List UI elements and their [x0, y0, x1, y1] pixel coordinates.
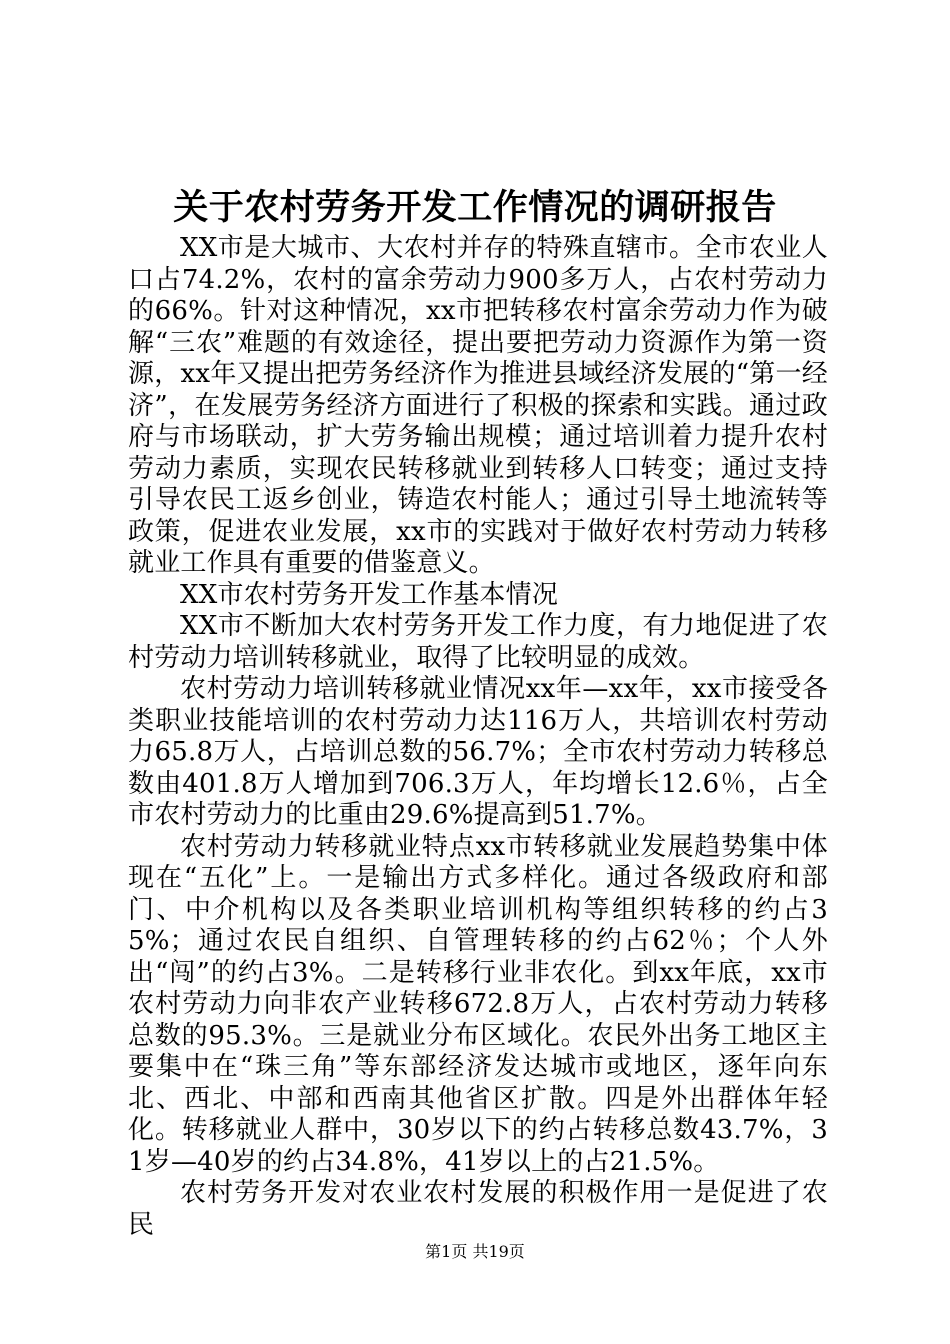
section-heading: XX市农村劳务开发工作基本情况 — [180, 579, 559, 610]
paragraph-training: 农村劳动力培训转移就业情况xx年—xx年，xx市接受各类职业技能培训的农村劳动力达116万人，共培训农村劳动力65.8万人，占培训总数的56.7%；全市农村劳动力转移总数由401.8万人增加到706.3万人，年均增长12.6％，占全市农村劳动力的比重由29.6%提高到51.7%。 — [128, 674, 828, 830]
page-indicator: 第1页 共19页 — [425, 1242, 525, 1261]
paragraph-overview: XX市不断加大农村劳务开发工作力度，有力地促进了农村劳动力培训转移就业，取得了比较明显的成效。 — [128, 611, 828, 673]
paragraph-effects: 农村劳务开发对农业农村发展的积极作用一是促进了农民 — [128, 1178, 828, 1240]
paragraph-characteristics: 农村劳动力转移就业特点xx市转移就业发展趋势集中体现在“五化”上。一是输出方式多样化。通过各级政府和部门、中介机构以及各类职业培训机构等组织转移的约占35%；通过农民自组织、自管理转移的约占62％；个人外出“闯”的约占3%。二是转移行业非农化。到xx年底，xx市农村劳动力向非农产业转移672.8万人，占农村劳动力转移总数的95.3%。三是就业分布区域化。农民外出务工地区主要集中在“珠三角”等东部经济发达城市或地区，逐年向东北、西北、中部和西南其他省区扩散。四是外出群体年轻化。转移就业人群中，30岁以下的约占转移总数43.7%，31岁—40岁的约占34.8%，41岁以上的占21.5%。 — [128, 831, 828, 1177]
document-body — [128, 233, 828, 1241]
paragraph-intro: XX市是大城市、大农村并存的特殊直辖市。全市农业人口占74.2%，农村的富余劳动力900多万人，占农村劳动力的66%。针对这种情况，xx市把转移农村富余劳动力作为破解“三农”难题的有效途径，提出要把劳动力资源作为第一资源，xx年又提出把劳务经济作为推进县域经济发展的“第一经济”，在发展劳务经济方面进行了积极的探索和实践。通过政府与市场联动，扩大劳务输出规模；通过培训着力提升农村劳动力素质，实现农民转移就业到转移人口转变；通过支持引导农民工返乡创业，铸造农村能人；通过引导土地流转等政策，促进农业发展，xx市的实践对于做好农村劳动力转移就业工作具有重要的借鉴意义。 — [128, 233, 828, 578]
document-title: 关于农村劳务开发工作情况的调研报告 — [173, 188, 777, 228]
